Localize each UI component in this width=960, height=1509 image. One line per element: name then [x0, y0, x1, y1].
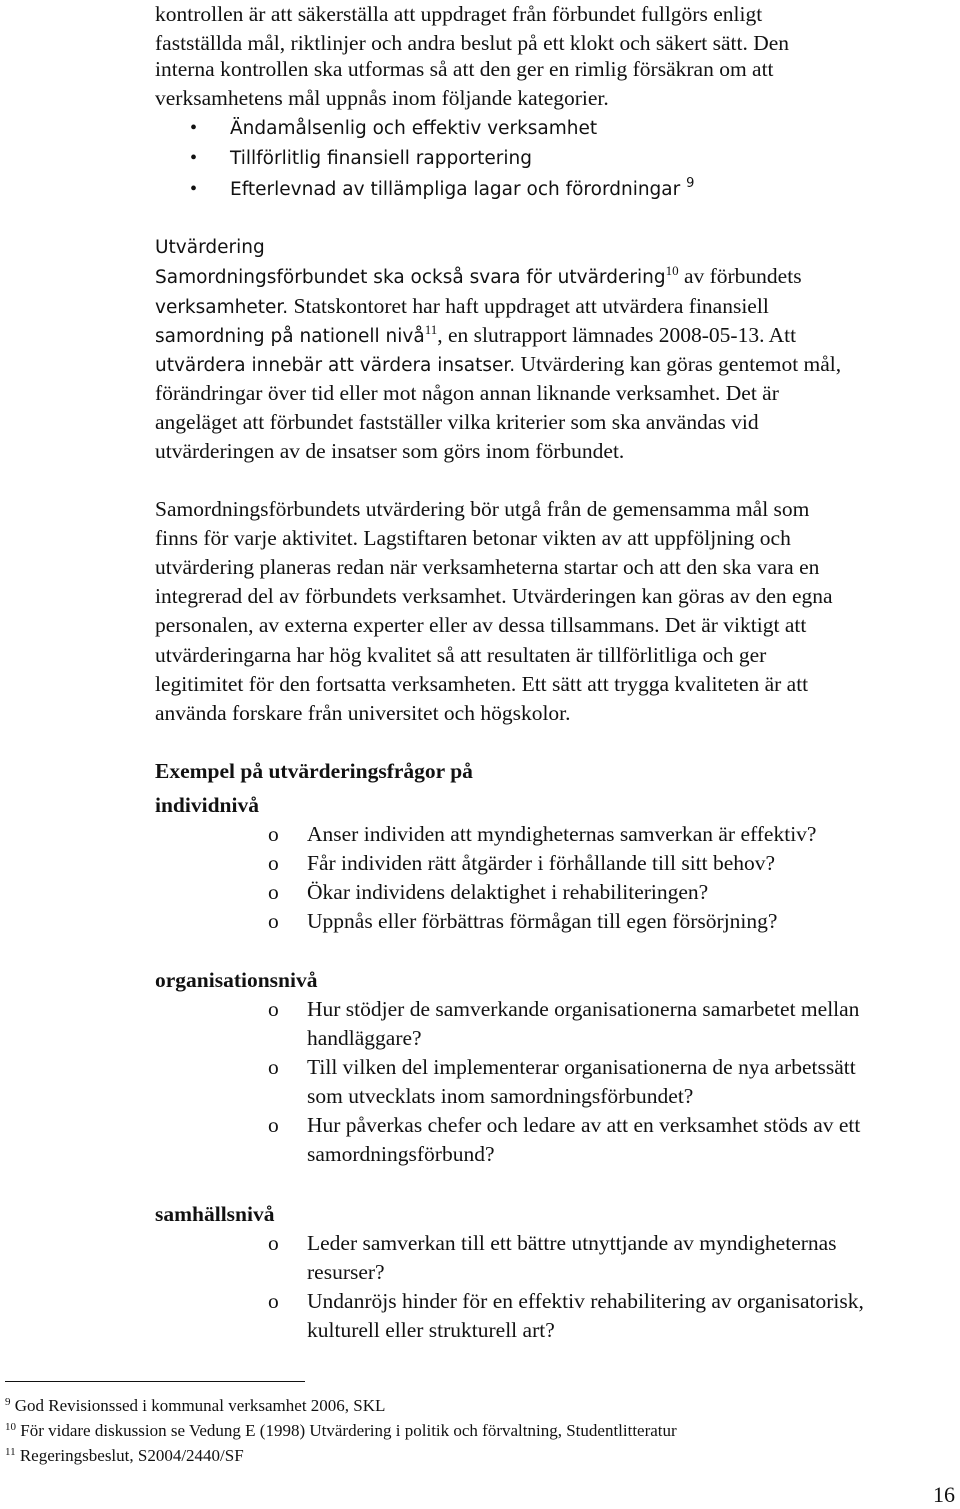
footnote — [5, 1395, 385, 1417]
page-number: 16 — [933, 1482, 955, 1507]
para2-line: utvärderingarna har hög kvalitet så att resultaten är tillförlitliga och ger — [155, 643, 767, 667]
para1-text: Utvärdering kan göras gentemot mål, — [515, 352, 842, 376]
sub-bullet-marker: o — [268, 1231, 279, 1255]
org-item-line: handläggare? — [307, 1026, 422, 1050]
intro-line-3: interna kontrollen ska utformas så att den ger en rimlig försäkran om att — [155, 57, 774, 81]
footnote-text: För vidare diskussion se Vedung E (1998) Utvärdering i politik och förvaltning, Studentlitteratur — [20, 1421, 677, 1440]
bullet-item — [230, 175, 694, 204]
footnote-number: 9 — [5, 1396, 11, 1408]
samhalle-item-line: Leder samverkan till ett bättre utnyttjande av myndigheternas — [307, 1231, 837, 1255]
samhalle-item-line: kulturell eller strukturell art? — [307, 1318, 555, 1342]
bullet-marker: • — [190, 117, 198, 139]
para2-line: integrerad del av förbundets verksamhet. Utvärderingen kan göras av den egna — [155, 584, 833, 608]
footnote — [5, 1445, 244, 1467]
para1-line-7: utvärderingen av de insatser som görs inom förbundet. — [155, 439, 625, 463]
individ-item: Uppnås eller förbättras förmågan till egen försörjning? — [307, 909, 778, 933]
org-item-line: Till vilken del implementerar organisationerna de nya arbetssätt — [307, 1055, 856, 1079]
bullet-marker: • — [190, 178, 198, 200]
para2-line: finns för varje aktivitet. Lagstiftaren betonar vikten av att uppföljning och — [155, 526, 791, 550]
bullet-item-text: Efterlevnad av tillämpliga lagar och förordningar — [230, 179, 681, 200]
para2-line: använda forskare från universitet och högskolor. — [155, 701, 571, 725]
intro-line-1: kontrollen är att säkerställa att uppdraget från förbundet fullgörs enligt — [155, 2, 763, 26]
para1-line-1 — [155, 262, 802, 292]
para1-text: Statskontoret har haft uppdraget att utvärdera finansiell — [288, 294, 769, 318]
sub-bullet-marker: o — [268, 880, 279, 904]
para1-text: , en slutrapport lämnades 2008-05-13. Att — [437, 323, 797, 347]
para2-line: legitimitet för den fortsatta verksamheten. Ett sätt att trygga kvaliteten är att — [155, 672, 809, 696]
bullet-item: Tillförlitlig finansiell rapportering — [230, 148, 532, 169]
org-heading: organisationsnivå — [155, 968, 318, 992]
footnote — [5, 1420, 677, 1442]
footnote-separator — [5, 1381, 305, 1382]
intro-line-2: fastställda mål, riktlinjer och andra beslut på ett klokt och säkert sätt. Den — [155, 31, 790, 55]
footnote-ref: 11 — [424, 322, 438, 337]
para1-line-6: angeläget att förbundet fastställer vilka kriterier som ska användas vid — [155, 410, 759, 434]
para1-line-2 — [155, 292, 769, 322]
bullet-marker: • — [190, 147, 198, 169]
para1-text: utvärdera innebär att värdera insatser. — [155, 355, 516, 376]
para1-text: Samordningsförbundet ska också svara för utvärdering — [155, 267, 666, 288]
para1-text: av förbundets — [678, 264, 802, 288]
org-item-line: Hur påverkas chefer och ledare av att en verksamhet stöds av ett — [307, 1113, 861, 1137]
individ-item: Ökar individens delaktighet i rehabiliteringen? — [307, 880, 709, 904]
sub-bullet-marker: o — [268, 1289, 279, 1313]
org-item-line: Hur stödjer de samverkande organisationerna samarbetet mellan — [307, 997, 860, 1021]
footnote-ref: 10 — [665, 263, 679, 278]
individ-item: Anser individen att myndigheternas samverkan är effektiv? — [307, 822, 817, 846]
sub-bullet-marker: o — [268, 1113, 279, 1137]
para2-line: Samordningsförbundets utvärdering bör utgå från de gemensamma mål som — [155, 497, 810, 521]
footnote-text: God Revisionssed i kommunal verksamhet 2006, SKL — [14, 1396, 386, 1415]
section-heading: Utvärdering — [155, 237, 265, 258]
footnote-number: 10 — [5, 1421, 16, 1433]
examples-heading: Exempel på utvärderingsfrågor på — [155, 759, 473, 783]
samhalle-item-line: Undanröjs hinder för en effektiv rehabilitering av organisatorisk, — [307, 1289, 864, 1313]
para1-line-4 — [155, 350, 841, 380]
sub-bullet-marker: o — [268, 851, 279, 875]
sub-bullet-marker: o — [268, 997, 279, 1021]
intro-line-4: verksamhetens mål uppnås inom följande kategorier. — [155, 86, 609, 110]
para2-line: personalen, av externa experter eller av dessa tillsammans. Det är viktigt att — [155, 613, 807, 637]
org-item-line: som utvecklats inom samordningsförbundet? — [307, 1084, 694, 1108]
footnote-ref: 9 — [686, 176, 695, 191]
sub-bullet-marker: o — [268, 822, 279, 846]
footnote-number: 11 — [5, 1446, 16, 1458]
individ-item: Får individen rätt åtgärder i förhållande till sitt behov? — [307, 851, 776, 875]
bullet-item: Ändamålsenlig och effektiv verksamhet — [230, 118, 598, 139]
individ-heading: individnivå — [155, 793, 259, 817]
sub-bullet-marker: o — [268, 909, 279, 933]
para1-text: samordning på nationell nivå — [155, 326, 425, 347]
samhalle-item-line: resurser? — [307, 1260, 385, 1284]
para1-line-5: förändringar över tid eller mot någon annan liknande verksamhet. Det är — [155, 381, 779, 405]
samhalle-heading: samhällsnivå — [155, 1202, 275, 1226]
para1-line-3 — [155, 321, 796, 351]
sub-bullet-marker: o — [268, 1055, 279, 1079]
para1-text: verksamheter. — [155, 297, 289, 318]
org-item-line: samordningsförbund? — [307, 1142, 495, 1166]
footnote-text: Regeringsbeslut, S2004/2440/SF — [19, 1446, 244, 1465]
para2-line: utvärdering planeras redan när verksamheterna startar och att den ska vara en — [155, 555, 820, 579]
